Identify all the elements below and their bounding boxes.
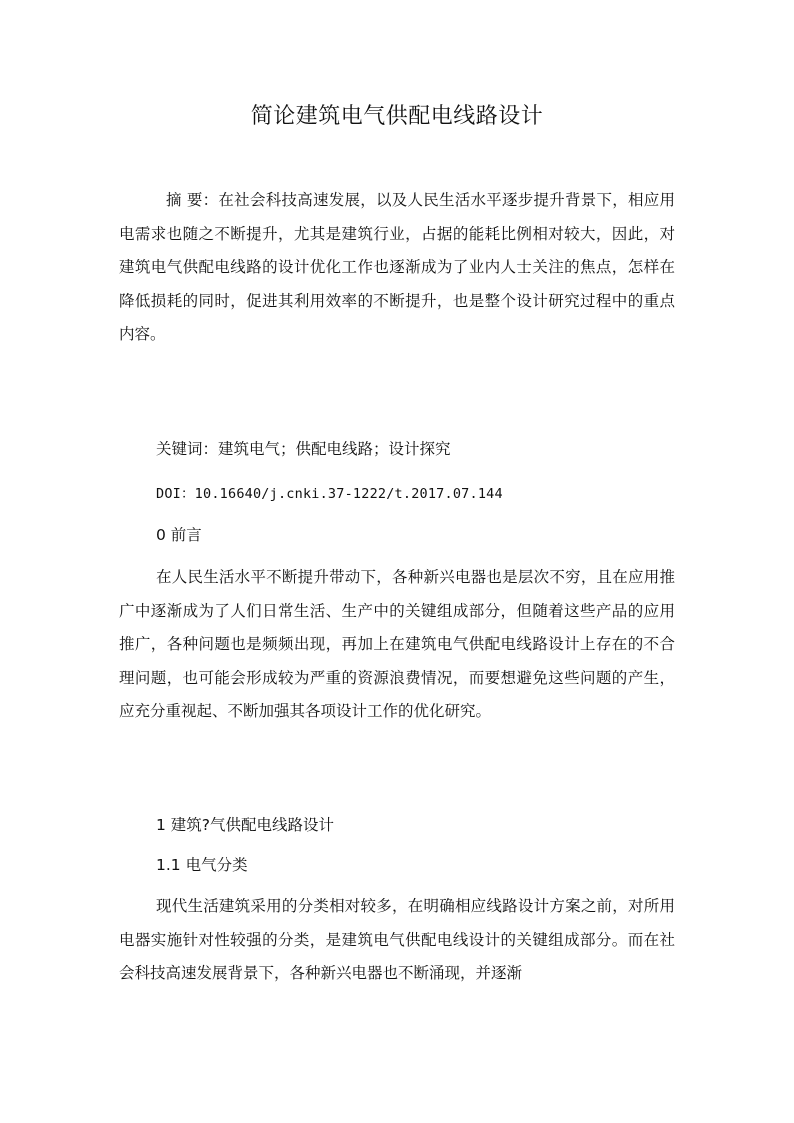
section-1-1-heading: 1.1 电气分类 (156, 856, 248, 874)
doi-line: DOI：10.16640/j.cnki.37-1222/t.2017.07.144 (156, 486, 503, 502)
abstract-paragraph: 摘 要：在社会科技高速发展，以及人民生活水平逐步提升背景下，相应用电需求也随之不断提升，尤其是建筑行业，占据的能耗比例相对较大，因此，对建筑电气供配电线路的设计优化工作也逐渐成为了业内人士关注的焦点，怎样在降低损耗的同时，促进其利用效率的不断提升，也是整个设计研究过程中的重点内容。 (119, 191, 675, 343)
section-1-heading: 1 建筑?气供配电线路设计 (156, 816, 335, 834)
section-1-1-paragraph: 现代生活建筑采用的分类相对较多，在明确相应线路设计方案之前，对所用电器实施针对性较强的分类，是建筑电气供配电线设计的关键组成部分。而在社会科技高速发展背景下，各种新兴电器也不断涌现，并逐渐 (119, 897, 675, 982)
document-title: 简论建筑电气供配电线路设计 (250, 104, 544, 129)
intro-heading: 0 前言 (156, 526, 202, 544)
keywords-line: 关键词：建筑电气；供配电线路；设计探究 (156, 440, 451, 458)
intro-paragraph: 在人民生活水平不断提升带动下，各种新兴电器也是层次不穷，且在应用推广中逐渐成为了人们日常生活、生产中的关键组成部分，但随着这些产品的应用推广，各种问题也是频频出现，再加上在建筑电气供配电线路设计上存在的不合理问题，也可能会形成较为严重的资源浪费情况，而要想避免这些问题的产生，应充分重视起、不断加强其各项设计工作的优化研究。 (119, 568, 675, 720)
